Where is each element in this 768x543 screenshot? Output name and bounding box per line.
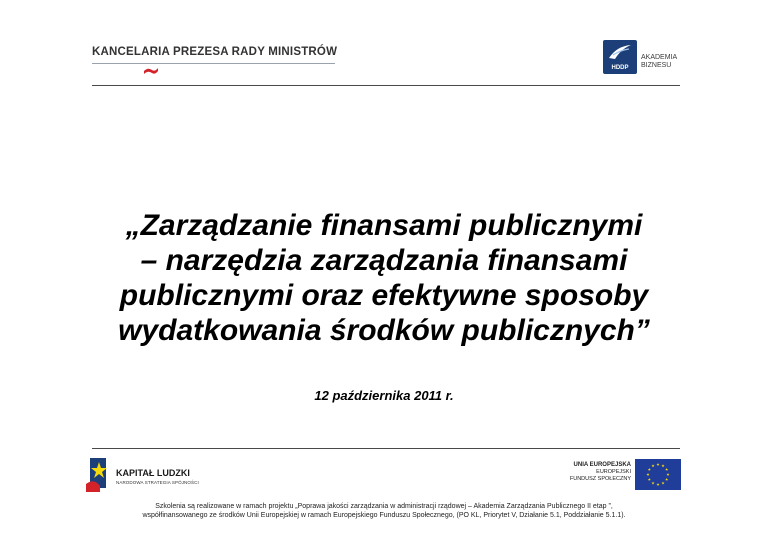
eu-efs-logo (565, 459, 683, 493)
kprm-name: KANCELARIA PREZESA RADY MINISTRÓW (92, 46, 338, 58)
kapital-ludzki-title: KAPITAŁ LUDZKI (116, 468, 190, 478)
kapital-ludzki-mark-icon (86, 456, 112, 492)
kprm-logo (92, 46, 337, 78)
funding-note (0, 502, 768, 520)
title-line-3: publicznymi oraz efektywne sposoby (119, 279, 649, 312)
eu-caption (565, 462, 631, 483)
eu-flag-icon (635, 459, 681, 490)
title-line-4: wydatkowania środków publicznych” (118, 314, 650, 347)
bottom-divider (92, 448, 680, 449)
hddp-line1: AKADEMIA (641, 54, 678, 61)
hddp-label: HDDP (611, 65, 629, 71)
eu-line2: EUROPEJSKI (596, 469, 631, 475)
kapital-ludzki-logo (86, 456, 236, 494)
hddp-badge (603, 40, 637, 74)
slide-date: 12 października 2011 r. (314, 388, 454, 403)
funding-note-line2: współfinansowanego ze środków Unii Europejskiej w ramach Europejskiego Funduszu Społecznego, (PO KL, Priorytet V, Działanie 5.1, Poddziałanie 5.1.1). (142, 512, 626, 519)
top-divider (92, 85, 680, 86)
hddp-swoosh-icon (603, 40, 637, 64)
eu-line1: UNIA EUROPEJSKA (573, 462, 631, 468)
kprm-flag-icon (143, 65, 159, 75)
title-line-1: „Zarządzanie finansami publicznymi (125, 209, 643, 242)
kapital-ludzki-subtitle: NARODOWA STRATEGIA SPÓJNOŚCI (116, 480, 199, 485)
funding-note-line1: Szkolenia są realizowane w ramach projektu „Poprawa jakości zarządzania w administracji rządowej – Akademia Zarządzania Publicznego II etap ”, (155, 503, 613, 510)
hddp-logo (603, 40, 683, 74)
slide-title (60, 208, 708, 348)
hddp-line2: BIZNESU (641, 62, 672, 69)
kprm-underline (92, 63, 335, 64)
title-line-2: – narzędzia zarządzania finansami (140, 244, 628, 277)
eu-line3: FUNDUSZ SPOŁECZNY (569, 476, 631, 482)
hddp-caption (641, 54, 677, 70)
